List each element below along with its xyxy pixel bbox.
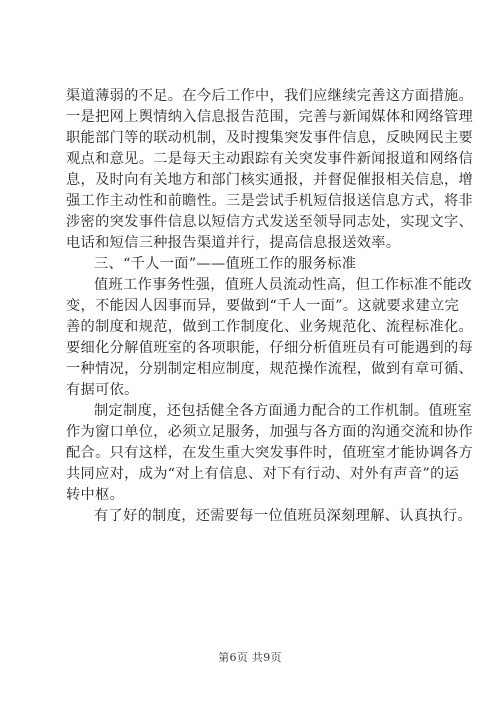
text-line: 一种情况，分别制定相应制度，规范操作流程，做到有章可循、 <box>66 361 474 377</box>
text-line: 涉密的突发事件信息以短信方式发送至领导同志处，实现文字、 <box>66 214 474 230</box>
text-line: 变，不能因人因事而异，要做到“千人一面”。这就要求建立完 <box>66 298 460 314</box>
text-line: 有了好的制度，还需要每一位值班员深刻理解、认真执行。 <box>94 508 472 524</box>
text-line: 强工作主动性和前瞻性。三是尝试手机短信报送信息方式，将非 <box>66 193 474 209</box>
body-text <box>66 86 474 527</box>
text-line: 转中枢。 <box>66 487 125 503</box>
text-line: 观点和意见。二是每天主动跟踪有关突发事件新闻报道和网络信 <box>66 151 474 167</box>
page-number: 第6页 共9页 <box>218 651 282 664</box>
section-heading: 三、“千人一面”——值班工作的服务标准 <box>94 256 357 272</box>
text-line: 职能部门等的联动机制，及时搜集突发事件信息，反映网民主要 <box>66 130 474 146</box>
text-line: 息，及时向有关地方和部门核实通报，并督促催报相关信息，增 <box>66 172 474 188</box>
text-line: 电话和短信三种报告渠道并行，提高信息报送效率。 <box>66 235 401 251</box>
text-line: 作为窗口单位，必须立足服务，加强与各方面的沟通交流和协作 <box>66 424 474 440</box>
text-line: 一是把网上舆情纳入信息报告范围，完善与新闻媒体和网络管理 <box>66 109 474 125</box>
text-line: 值班工作事务性强，值班人员流动性高，但工作标准不能改 <box>94 277 472 293</box>
text-line: 要细化分解值班室的各项职能，仔细分析值班员有可能遇到的每 <box>66 340 474 356</box>
text-line: 有据可依。 <box>66 382 139 398</box>
text-line: 善的制度和规范，做到工作制度化、业务规范化、流程标准化。 <box>66 319 474 335</box>
text-line: 共同应对，成为“对上有信息、对下有行动、对外有声音”的运 <box>66 466 460 482</box>
text-line: 制定制度，还包括健全各方面通力配合的工作机制。值班室 <box>94 403 472 419</box>
text-line: 配合。只有这样，在发生重大突发事件时，值班室才能协调各方 <box>66 445 474 461</box>
text-line: 渠道薄弱的不足。在今后工作中，我们应继续完善这方面措施。 <box>66 88 474 104</box>
